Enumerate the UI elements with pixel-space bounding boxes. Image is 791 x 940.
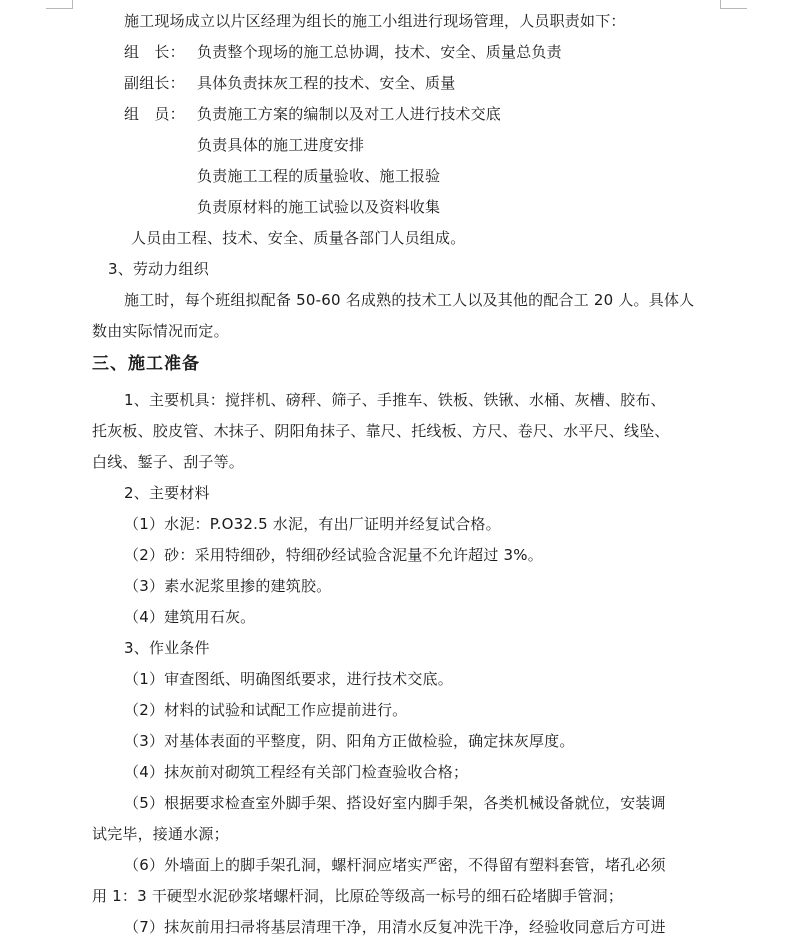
subsection-heading: 2、主要材料 [124, 484, 210, 502]
list-item: （4）建筑用石灰。 [124, 608, 256, 626]
list-item: （1）审查图纸、明确图纸要求，进行技术交底。 [124, 670, 453, 688]
paragraph-line: 人员由工程、技术、安全、质量各部门人员组成。 [131, 229, 466, 247]
list-item: （3）对基体表面的平整度，阴、阳角方正做检验，确定抹灰厚度。 [124, 732, 575, 750]
role-duty: 负责整个现场的施工总协调，技术、安全、质量总负责 [197, 43, 562, 61]
role-duty: 负责具体的施工进度安排 [197, 136, 365, 154]
list-item: （1）水泥：P.O32.5 水泥，有出厂证明并经复试合格。 [124, 515, 501, 533]
role-duty: 负责施工工程的质量验收、施工报验 [197, 167, 441, 185]
role-label: 副组长： [124, 74, 185, 92]
page-corner-mark [720, 0, 747, 9]
role-label: 组 长： [124, 43, 185, 61]
list-item: （6）外墙面上的脚手架孔洞，螺杆洞应堵实严密，不得留有塑料套管，堵孔必须 [124, 856, 666, 874]
subsection-heading: 3、劳动力组织 [108, 260, 209, 278]
paragraph-line: 1、主要机具：搅拌机、磅秤、筛子、手推车、铁板、铁锹、水桶、灰槽、胶布、 [124, 391, 666, 409]
list-item-continued: 用 1：3 干硬型水泥砂浆堵螺杆洞，比原砼等级高一标号的细石砼堵脚手管洞； [92, 887, 624, 905]
role-duty: 负责原材料的施工试验以及资料收集 [197, 198, 441, 216]
subsection-heading: 3、作业条件 [124, 639, 210, 657]
paragraph-line: 托灰板、胶皮管、木抹子、阴阳角抹子、靠尺、托线板、方尺、卷尺、水平尺、线坠、 [92, 422, 670, 440]
list-item: （2）材料的试验和试配工作应提前进行。 [124, 701, 408, 719]
list-item: （3）素水泥浆里掺的建筑胶。 [124, 577, 332, 595]
paragraph-line: 施工现场成立以片区经理为组长的施工小组进行现场管理，人员职责如下： [124, 12, 626, 30]
list-item: （5）根据要求检查室外脚手架、搭设好室内脚手架，各类机械设备就位，安装调 [124, 794, 666, 812]
page-corner-mark [46, 0, 73, 9]
list-item-continued: 试完毕，接通水源； [92, 825, 229, 843]
role-duty: 负责施工方案的编制以及对工人进行技术交底 [197, 105, 502, 123]
paragraph-line: 施工时，每个班组拟配备 50-60 名成熟的技术工人以及其他的配合工 20 人。具体人 [124, 291, 695, 309]
role-label: 组 员： [124, 105, 185, 123]
role-duty: 具体负责抹灰工程的技术、安全、质量 [197, 74, 456, 92]
section-heading: 三、施工准备 [92, 354, 200, 374]
paragraph-line: 白线、錾子、刮子等。 [92, 453, 245, 471]
list-item: （2）砂：采用特细砂，特细砂经试验含泥量不允许超过 3%。 [124, 546, 543, 564]
paragraph-line: 数由实际情况而定。 [92, 322, 229, 340]
list-item: （7）抹灰前用扫帚将基层清理干净，用清水反复冲洗干净，经验收同意后方可进 [124, 918, 666, 936]
list-item: （4）抹灰前对砌筑工程经有关部门检查验收合格； [124, 763, 469, 781]
